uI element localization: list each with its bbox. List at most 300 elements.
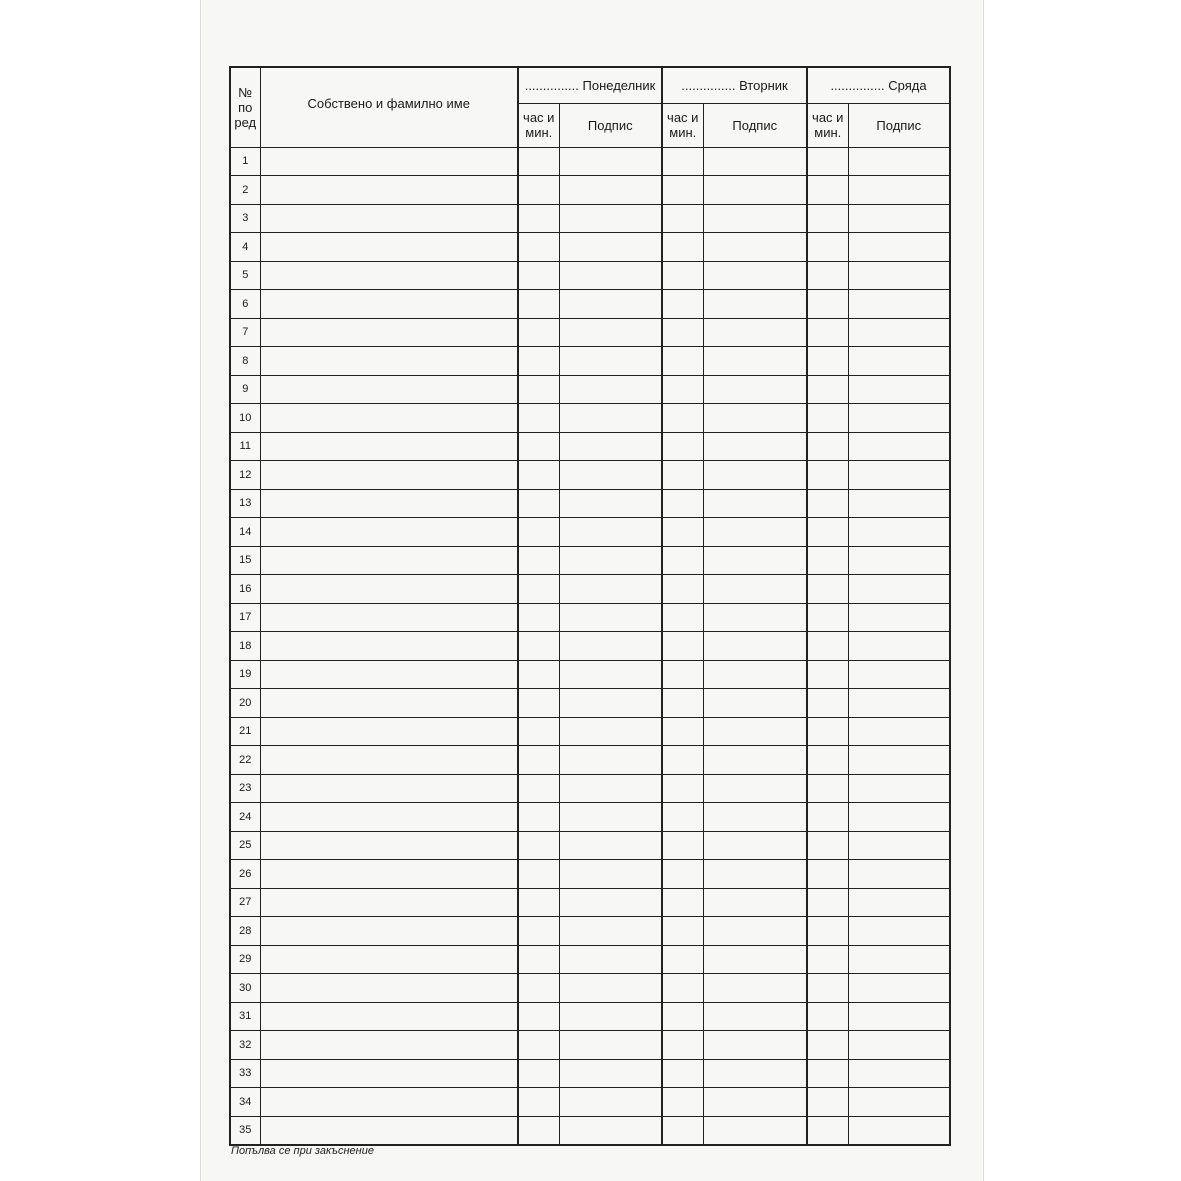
monday-time-cell[interactable] [518,603,559,632]
tuesday-time-cell[interactable] [662,432,703,461]
name-cell[interactable] [260,917,518,946]
name-cell[interactable] [260,660,518,689]
table-row [230,831,950,860]
footer-note: Попълва се при закъснение [231,1145,374,1157]
row-number: 19 [230,660,260,689]
wednesday-time-cell[interactable] [807,375,848,404]
monday-signature-cell[interactable] [559,831,662,860]
wednesday-signature-cell[interactable] [848,803,950,832]
tuesday-signature-cell[interactable] [703,603,807,632]
name-cell[interactable] [260,489,518,518]
tuesday-signature-cell[interactable] [703,717,807,746]
monday-time-cell[interactable] [518,1031,559,1060]
monday-time-cell[interactable] [518,632,559,661]
monday-signature-cell[interactable] [559,1116,662,1145]
wednesday-signature-cell[interactable] [848,603,950,632]
tuesday-signature-cell[interactable] [703,204,807,233]
wednesday-time-cell[interactable] [807,689,848,718]
tuesday-time-cell[interactable] [662,603,703,632]
name-cell[interactable] [260,831,518,860]
tuesday-time-cell[interactable] [662,461,703,490]
tuesday-signature-cell[interactable] [703,774,807,803]
wednesday-signature-cell[interactable] [848,632,950,661]
name-cell[interactable] [260,518,518,547]
monday-signature-cell[interactable] [559,803,662,832]
tuesday-signature-header: Подпис [703,103,807,147]
name-cell[interactable] [260,261,518,290]
tuesday-signature-cell[interactable] [703,233,807,262]
row-number: 23 [230,774,260,803]
tuesday-time-cell[interactable] [662,888,703,917]
tuesday-time-cell[interactable] [662,974,703,1003]
wednesday-time-cell[interactable] [807,1116,848,1145]
row-number: 15 [230,546,260,575]
monday-time-header-line2: мин. [525,125,553,140]
monday-time-cell[interactable] [518,489,559,518]
name-cell[interactable] [260,575,518,604]
tuesday-time-cell[interactable] [662,860,703,889]
monday-time-cell[interactable] [518,1059,559,1088]
tuesday-signature-cell[interactable] [703,489,807,518]
wednesday-time-cell[interactable] [807,261,848,290]
monday-signature-cell[interactable] [559,347,662,376]
row-number: 3 [230,204,260,233]
wednesday-signature-cell[interactable] [848,1059,950,1088]
tuesday-signature-cell[interactable] [703,945,807,974]
monday-time-cell[interactable] [518,917,559,946]
wednesday-signature-cell[interactable] [848,318,950,347]
tuesday-time-cell[interactable] [662,945,703,974]
name-cell[interactable] [260,233,518,262]
monday-time-cell[interactable] [518,660,559,689]
name-cell[interactable] [260,461,518,490]
row-number: 8 [230,347,260,376]
wednesday-time-cell[interactable] [807,831,848,860]
monday-signature-cell[interactable] [559,176,662,205]
wednesday-signature-cell[interactable] [848,489,950,518]
wednesday-signature-cell[interactable] [848,888,950,917]
tuesday-signature-cell[interactable] [703,860,807,889]
tuesday-time-cell[interactable] [662,290,703,319]
monday-time-cell[interactable] [518,746,559,775]
wednesday-time-cell[interactable] [807,432,848,461]
tuesday-signature-cell[interactable] [703,803,807,832]
tuesday-time-cell[interactable] [662,489,703,518]
tuesday-time-cell[interactable] [662,717,703,746]
row-number: 11 [230,432,260,461]
monday-signature-cell[interactable] [559,432,662,461]
tuesday-signature-cell[interactable] [703,632,807,661]
tuesday-signature-cell[interactable] [703,290,807,319]
monday-time-cell[interactable] [518,176,559,205]
tuesday-time-cell[interactable] [662,1031,703,1060]
wednesday-signature-cell[interactable] [848,546,950,575]
name-cell[interactable] [260,632,518,661]
monday-signature-cell[interactable] [559,603,662,632]
name-cell[interactable] [260,1031,518,1060]
wednesday-time-cell[interactable] [807,632,848,661]
tuesday-signature-cell[interactable] [703,432,807,461]
wednesday-time-header-line2: мин. [814,125,842,140]
row-number: 35 [230,1116,260,1145]
tuesday-signature-cell[interactable] [703,461,807,490]
row-number: 4 [230,233,260,262]
wednesday-signature-cell[interactable] [848,461,950,490]
wednesday-time-cell[interactable] [807,347,848,376]
monday-time-cell[interactable] [518,689,559,718]
monday-signature-cell[interactable] [559,1059,662,1088]
tuesday-time-cell[interactable] [662,746,703,775]
wednesday-signature-cell[interactable] [848,1031,950,1060]
row-number-header-line3: ред [234,114,257,130]
tuesday-signature-cell[interactable] [703,1116,807,1145]
name-cell[interactable] [260,1002,518,1031]
monday-time-cell[interactable] [518,147,559,176]
tuesday-signature-cell[interactable] [703,404,807,433]
tuesday-signature-cell[interactable] [703,261,807,290]
tuesday-time-cell[interactable] [662,147,703,176]
wednesday-signature-cell[interactable] [848,204,950,233]
table-row [230,1002,950,1031]
wednesday-time-cell[interactable] [807,1031,848,1060]
wednesday-signature-cell[interactable] [848,717,950,746]
table-row [230,660,950,689]
wednesday-time-cell[interactable] [807,860,848,889]
tuesday-time-cell[interactable] [662,261,703,290]
row-number: 9 [230,375,260,404]
monday-time-cell[interactable] [518,945,559,974]
wednesday-time-cell[interactable] [807,404,848,433]
row-number: 16 [230,575,260,604]
wednesday-time-cell[interactable] [807,660,848,689]
monday-time-cell[interactable] [518,375,559,404]
table-row [230,632,950,661]
table-row [230,233,950,262]
monday-signature-cell[interactable] [559,660,662,689]
table-row [230,147,950,176]
tuesday-signature-cell[interactable] [703,147,807,176]
monday-signature-cell[interactable] [559,689,662,718]
tuesday-signature-cell[interactable] [703,1059,807,1088]
row-number-header [230,67,260,147]
wednesday-signature-cell[interactable] [848,689,950,718]
monday-signature-cell[interactable] [559,261,662,290]
wednesday-signature-cell[interactable] [848,746,950,775]
monday-time-cell[interactable] [518,888,559,917]
monday-time-cell[interactable] [518,204,559,233]
tuesday-time-cell[interactable] [662,632,703,661]
tuesday-signature-cell[interactable] [703,917,807,946]
name-cell[interactable] [260,347,518,376]
tuesday-time-cell[interactable] [662,375,703,404]
wednesday-signature-cell[interactable] [848,660,950,689]
tuesday-signature-cell[interactable] [703,347,807,376]
wednesday-time-cell[interactable] [807,888,848,917]
monday-time-cell[interactable] [518,860,559,889]
monday-signature-cell[interactable] [559,489,662,518]
row-number: 29 [230,945,260,974]
tuesday-time-cell[interactable] [662,233,703,262]
monday-time-cell[interactable] [518,546,559,575]
tuesday-header-label: ............... Вторник [681,77,788,93]
tuesday-signature-cell[interactable] [703,176,807,205]
row-number: 10 [230,404,260,433]
tuesday-time-cell[interactable] [662,774,703,803]
monday-signature-cell[interactable] [559,1002,662,1031]
name-cell[interactable] [260,974,518,1003]
tuesday-signature-cell[interactable] [703,660,807,689]
monday-signature-cell[interactable] [559,575,662,604]
wednesday-signature-cell[interactable] [848,404,950,433]
tuesday-signature-cell[interactable] [703,746,807,775]
name-cell[interactable] [260,803,518,832]
name-cell[interactable] [260,1059,518,1088]
monday-time-cell[interactable] [518,318,559,347]
wednesday-signature-cell[interactable] [848,1116,950,1145]
wednesday-signature-cell[interactable] [848,575,950,604]
tuesday-signature-cell[interactable] [703,1002,807,1031]
tuesday-signature-cell[interactable] [703,1088,807,1117]
table-row [230,546,950,575]
monday-signature-cell[interactable] [559,204,662,233]
table-row [230,917,950,946]
monday-time-cell[interactable] [518,404,559,433]
table-row [230,717,950,746]
table-row [230,603,950,632]
table-row [230,689,950,718]
wednesday-time-cell[interactable] [807,233,848,262]
monday-signature-cell[interactable] [559,518,662,547]
monday-time-cell[interactable] [518,831,559,860]
wednesday-signature-cell[interactable] [848,831,950,860]
wednesday-time-cell[interactable] [807,1059,848,1088]
monday-signature-cell[interactable] [559,147,662,176]
tuesday-time-cell[interactable] [662,660,703,689]
table-row [230,290,950,319]
monday-signature-cell[interactable] [559,546,662,575]
tuesday-time-cell[interactable] [662,1088,703,1117]
wednesday-time-cell[interactable] [807,575,848,604]
tuesday-signature-cell[interactable] [703,575,807,604]
wednesday-signature-cell[interactable] [848,1088,950,1117]
tuesday-signature-cell[interactable] [703,375,807,404]
monday-signature-cell[interactable] [559,774,662,803]
name-cell[interactable] [260,860,518,889]
table-row [230,860,950,889]
wednesday-signature-cell[interactable] [848,917,950,946]
monday-time-header [518,103,559,147]
row-number: 21 [230,717,260,746]
table-row [230,204,950,233]
wednesday-time-cell[interactable] [807,803,848,832]
monday-signature-cell[interactable] [559,1031,662,1060]
monday-time-cell[interactable] [518,1088,559,1117]
table-row [230,176,950,205]
name-cell[interactable] [260,432,518,461]
tuesday-time-cell[interactable] [662,404,703,433]
tuesday-time-cell[interactable] [662,575,703,604]
wednesday-time-cell[interactable] [807,1088,848,1117]
wednesday-time-cell[interactable] [807,945,848,974]
tuesday-signature-cell[interactable] [703,1031,807,1060]
wednesday-time-cell[interactable] [807,974,848,1003]
monday-signature-cell[interactable] [559,404,662,433]
tuesday-time-cell[interactable] [662,546,703,575]
monday-time-cell[interactable] [518,774,559,803]
row-number: 31 [230,1002,260,1031]
name-cell[interactable] [260,1088,518,1117]
name-cell[interactable] [260,774,518,803]
table-row [230,518,950,547]
row-number: 28 [230,917,260,946]
monday-time-cell[interactable] [518,803,559,832]
wednesday-signature-cell[interactable] [848,176,950,205]
wednesday-time-cell[interactable] [807,204,848,233]
wednesday-signature-cell[interactable] [848,432,950,461]
wednesday-time-cell[interactable] [807,518,848,547]
wednesday-time-cell[interactable] [807,546,848,575]
monday-signature-cell[interactable] [559,888,662,917]
monday-signature-cell[interactable] [559,945,662,974]
monday-time-cell[interactable] [518,518,559,547]
wednesday-time-cell[interactable] [807,717,848,746]
wednesday-time-cell[interactable] [807,318,848,347]
wednesday-signature-cell[interactable] [848,375,950,404]
name-cell[interactable] [260,1116,518,1145]
monday-time-cell[interactable] [518,717,559,746]
row-number: 17 [230,603,260,632]
wednesday-signature-cell[interactable] [848,261,950,290]
row-number: 27 [230,888,260,917]
name-cell[interactable] [260,888,518,917]
name-cell[interactable] [260,689,518,718]
tuesday-time-cell[interactable] [662,204,703,233]
tuesday-time-cell[interactable] [662,518,703,547]
tuesday-signature-cell[interactable] [703,546,807,575]
name-cell[interactable] [260,945,518,974]
tuesday-signature-cell[interactable] [703,888,807,917]
tuesday-time-cell[interactable] [662,1059,703,1088]
monday-signature-cell[interactable] [559,318,662,347]
monday-time-cell[interactable] [518,461,559,490]
name-cell[interactable] [260,176,518,205]
wednesday-time-cell[interactable] [807,746,848,775]
monday-time-cell[interactable] [518,432,559,461]
monday-signature-cell[interactable] [559,974,662,1003]
table-row [230,432,950,461]
tuesday-time-cell[interactable] [662,917,703,946]
tuesday-signature-cell[interactable] [703,831,807,860]
table-row [230,888,950,917]
monday-signature-cell[interactable] [559,233,662,262]
tuesday-time-cell[interactable] [662,318,703,347]
row-number: 22 [230,746,260,775]
monday-signature-cell[interactable] [559,746,662,775]
monday-time-cell[interactable] [518,1002,559,1031]
wednesday-time-cell[interactable] [807,290,848,319]
table-row [230,261,950,290]
name-cell[interactable] [260,204,518,233]
tuesday-time-cell[interactable] [662,347,703,376]
wednesday-time-cell[interactable] [807,1002,848,1031]
monday-signature-cell[interactable] [559,290,662,319]
wednesday-time-cell[interactable] [807,147,848,176]
wednesday-time-cell[interactable] [807,489,848,518]
attendance-register-table [229,66,951,1146]
row-number: 13 [230,489,260,518]
name-cell[interactable] [260,546,518,575]
monday-time-cell[interactable] [518,347,559,376]
tuesday-time-header [662,103,703,147]
table-row [230,575,950,604]
wednesday-signature-cell[interactable] [848,290,950,319]
monday-signature-cell[interactable] [559,461,662,490]
tuesday-signature-cell[interactable] [703,318,807,347]
monday-time-cell[interactable] [518,261,559,290]
monday-time-cell[interactable] [518,290,559,319]
tuesday-signature-cell[interactable] [703,974,807,1003]
monday-signature-cell[interactable] [559,375,662,404]
wednesday-signature-cell[interactable] [848,347,950,376]
monday-signature-cell[interactable] [559,1088,662,1117]
wednesday-time-cell[interactable] [807,461,848,490]
name-cell[interactable] [260,318,518,347]
tuesday-time-cell[interactable] [662,803,703,832]
wednesday-time-cell[interactable] [807,603,848,632]
tuesday-time-cell[interactable] [662,1116,703,1145]
tuesday-time-cell[interactable] [662,831,703,860]
monday-signature-cell[interactable] [559,860,662,889]
monday-signature-cell[interactable] [559,717,662,746]
tuesday-signature-cell[interactable] [703,518,807,547]
tuesday-time-header-line2: мин. [669,125,697,140]
tuesday-time-cell[interactable] [662,1002,703,1031]
monday-signature-header: Подпис [559,103,662,147]
wednesday-time-cell[interactable] [807,917,848,946]
name-header [260,67,518,147]
wednesday-signature-cell[interactable] [848,860,950,889]
wednesday-signature-cell[interactable] [848,1002,950,1031]
name-cell[interactable] [260,290,518,319]
monday-time-cell[interactable] [518,974,559,1003]
name-cell[interactable] [260,147,518,176]
wednesday-time-cell[interactable] [807,774,848,803]
name-cell[interactable] [260,746,518,775]
name-cell[interactable] [260,404,518,433]
tuesday-time-cell[interactable] [662,689,703,718]
wednesday-signature-cell[interactable] [848,945,950,974]
table-row [230,489,950,518]
wednesday-signature-cell[interactable] [848,518,950,547]
name-header-label: Собствено и фамилно име [307,96,470,111]
wednesday-signature-cell[interactable] [848,233,950,262]
tuesday-signature-cell[interactable] [703,689,807,718]
table-row [230,803,950,832]
name-cell[interactable] [260,375,518,404]
wednesday-signature-cell[interactable] [848,774,950,803]
wednesday-signature-cell[interactable] [848,147,950,176]
monday-time-cell[interactable] [518,1116,559,1145]
monday-signature-cell[interactable] [559,632,662,661]
wednesday-time-cell[interactable] [807,176,848,205]
wednesday-signature-cell[interactable] [848,974,950,1003]
name-cell[interactable] [260,717,518,746]
monday-time-cell[interactable] [518,233,559,262]
tuesday-time-cell[interactable] [662,176,703,205]
name-cell[interactable] [260,603,518,632]
monday-time-cell[interactable] [518,575,559,604]
monday-signature-cell[interactable] [559,917,662,946]
